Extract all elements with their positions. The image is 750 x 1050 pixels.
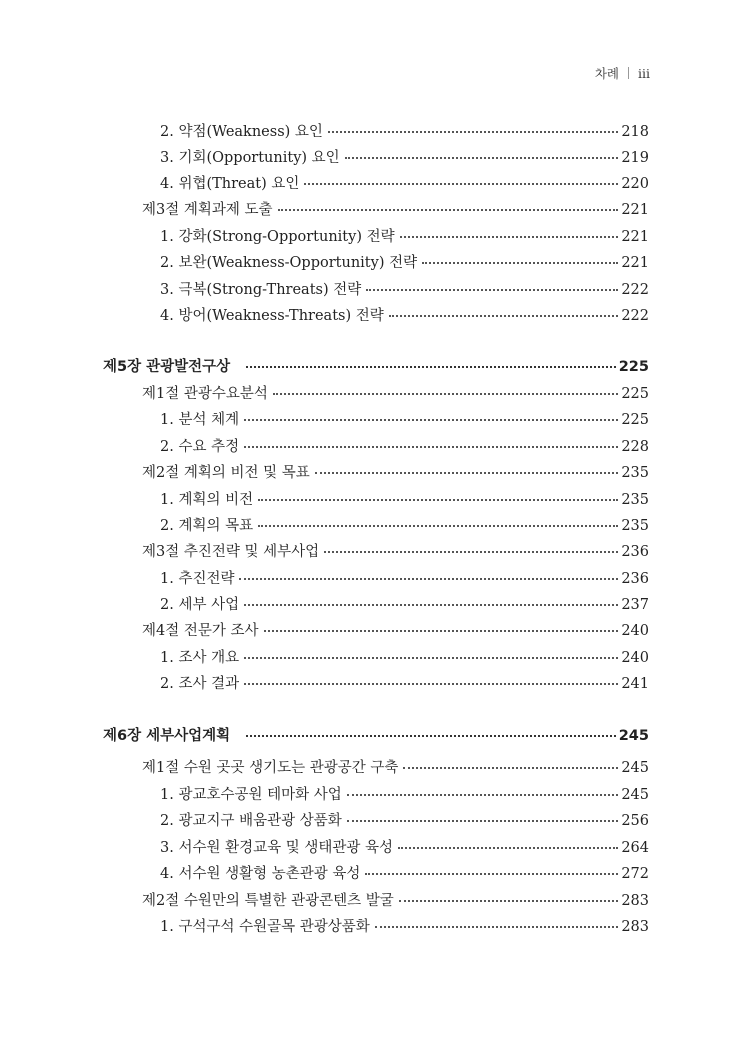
toc-entry-label: 2. 보완(Weakness-Opportunity) 전략 (160, 255, 418, 271)
toc-leader-dots (400, 235, 619, 238)
toc-entry-label: 제2절 계획의 비전 및 목표 (142, 465, 310, 481)
running-head-divider (628, 67, 629, 79)
toc-entry-page-number: 235 (621, 518, 649, 534)
toc-leader-dots (244, 418, 618, 421)
toc-entry-label: 1. 광교호수공원 테마화 사업 (160, 787, 342, 803)
toc-section-entry (142, 461, 649, 483)
toc-subsection-entry (160, 278, 649, 300)
toc-entry-page-number: 225 (621, 386, 649, 402)
toc-leader-dots (244, 656, 618, 659)
toc-leader-dots (398, 846, 618, 849)
toc-entry-label: 1. 추진전략 (160, 571, 235, 587)
toc-entry-page-number: 235 (621, 492, 649, 508)
toc-leader-dots (347, 793, 619, 796)
toc-subsection-entry (160, 514, 649, 536)
toc-leader-dots (315, 471, 619, 474)
toc-entry-label: 제1절 수원 곳곳 생기도는 관광공간 구축 (142, 760, 399, 776)
running-head-section: 차례 (594, 66, 619, 81)
toc-leader-dots (328, 130, 618, 133)
toc-leader-dots (403, 766, 618, 769)
toc-subsection-entry (160, 783, 649, 805)
toc-entry-label: 2. 계획의 목표 (160, 518, 254, 534)
toc-subsection-entry (160, 646, 649, 668)
toc-entry-label: 1. 강화(Strong-Opportunity) 전략 (160, 229, 395, 245)
toc-leader-dots (258, 498, 618, 501)
toc-section-entry (142, 382, 649, 404)
toc-entry-page-number: 236 (621, 571, 649, 587)
toc-leader-dots (244, 682, 618, 685)
toc-entry-page-number: 264 (621, 840, 649, 856)
running-head-page-number: iii (638, 65, 650, 81)
toc-subsection-entry (160, 488, 649, 510)
toc-entry-page-number: 245 (621, 787, 649, 803)
toc-leader-dots (246, 365, 616, 368)
toc-entry-page-number: 272 (621, 866, 649, 882)
toc-entry-label: 제3절 계획과제 도출 (142, 202, 273, 218)
toc-subsection-entry (160, 862, 649, 884)
toc-leader-dots (375, 925, 619, 928)
toc-entry-page-number: 241 (621, 676, 649, 692)
toc-entry-label: 제6장 세부사업계획 (103, 728, 231, 744)
toc-leader-dots (399, 899, 619, 902)
toc-leader-dots (278, 208, 619, 211)
toc-entry-page-number: 218 (621, 124, 649, 140)
toc-entry-page-number: 240 (621, 650, 649, 666)
toc-entry-page-number: 245 (618, 728, 649, 744)
toc-subsection-entry (160, 408, 649, 430)
toc-entry-page-number: 225 (618, 359, 649, 375)
toc-entry-label: 1. 구석구석 수원골목 관광상품화 (160, 919, 370, 935)
toc-subsection-entry (160, 672, 649, 694)
toc-entry-label: 2. 수요 추정 (160, 439, 240, 455)
toc-leader-dots (422, 261, 618, 264)
toc-entry-page-number: 283 (621, 893, 649, 909)
toc-entry-page-number: 245 (621, 760, 649, 776)
toc-entry-label: 2. 조사 결과 (160, 676, 240, 692)
toc-entry-page-number: 221 (621, 229, 649, 245)
toc-entry-label: 4. 방어(Weakness-Threats) 전략 (160, 308, 384, 324)
toc-subsection-entry (160, 225, 649, 247)
toc-chapter-entry (103, 724, 649, 746)
toc-leader-dots (244, 445, 618, 448)
toc-entry-label: 제5장 관광발전구상 (103, 359, 231, 375)
toc-entry-page-number: 219 (621, 150, 649, 166)
toc-subsection-entry (160, 120, 649, 142)
toc-entry-label: 3. 기회(Opportunity) 요인 (160, 150, 340, 166)
toc-entry-page-number: 222 (621, 308, 649, 324)
toc-entry-label: 3. 극복(Strong-Threats) 전략 (160, 282, 362, 298)
toc-subsection-entry (160, 146, 649, 168)
toc-entry-page-number: 237 (621, 597, 649, 613)
toc-leader-dots (258, 524, 618, 527)
toc-leader-dots (273, 392, 618, 395)
toc-chapter-entry (103, 355, 649, 377)
toc-subsection-entry (160, 593, 649, 615)
toc-leader-dots (324, 550, 618, 553)
toc-entry-label: 4. 서수원 생활형 농촌관광 육성 (160, 866, 361, 882)
toc-entry-page-number: 235 (621, 465, 649, 481)
toc-entry-page-number: 220 (621, 176, 649, 192)
toc-entry-page-number: 222 (621, 282, 649, 298)
toc-section-entry (142, 619, 649, 641)
toc-leader-dots (345, 156, 619, 159)
toc-entry-page-number: 236 (621, 544, 649, 560)
toc-entry-label: 2. 세부 사업 (160, 597, 240, 613)
toc-subsection-entry (160, 836, 649, 858)
toc-entry-label: 제3절 추진전략 및 세부사업 (142, 544, 320, 560)
toc-entry-page-number: 228 (621, 439, 649, 455)
toc-subsection-entry (160, 172, 649, 194)
toc-subsection-entry (160, 915, 649, 937)
toc-entry-label: 3. 서수원 환경교육 및 생태관광 육성 (160, 840, 393, 856)
toc-subsection-entry (160, 251, 649, 273)
toc-subsection-entry (160, 567, 649, 589)
toc-entry-label: 1. 분석 체계 (160, 412, 240, 428)
toc-entry-label: 2. 약점(Weakness) 요인 (160, 124, 323, 140)
toc-entry-label: 1. 조사 개요 (160, 650, 240, 666)
toc-subsection-entry (160, 809, 649, 831)
toc-leader-dots (304, 182, 618, 185)
toc-leader-dots (246, 734, 616, 737)
toc-leader-dots (264, 629, 619, 632)
toc-leader-dots (244, 603, 618, 606)
toc-entry-label: 제1절 관광수요분석 (142, 386, 268, 402)
toc-leader-dots (365, 872, 618, 875)
toc-subsection-entry (160, 435, 649, 457)
toc-leader-dots (366, 288, 618, 291)
toc-leader-dots (347, 819, 619, 822)
toc-subsection-entry (160, 304, 649, 326)
toc-section-entry (142, 540, 649, 562)
toc-entry-label: 1. 계획의 비전 (160, 492, 254, 508)
toc-entry-page-number: 225 (621, 412, 649, 428)
toc-entry-page-number: 221 (621, 202, 649, 218)
toc-section-entry (142, 889, 649, 911)
toc-entry-label: 2. 광교지구 배움관광 상품화 (160, 813, 342, 829)
toc-entry-page-number: 283 (621, 919, 649, 935)
toc-entry-page-number: 256 (621, 813, 649, 829)
toc-entry-label: 4. 위협(Threat) 요인 (160, 176, 300, 192)
toc-leader-dots (389, 314, 619, 317)
running-head (595, 64, 650, 82)
toc-entry-label: 제2절 수원만의 특별한 관광콘텐츠 발굴 (142, 893, 394, 909)
toc-entry-page-number: 240 (621, 623, 649, 639)
toc-section-entry (142, 756, 649, 778)
toc-leader-dots (239, 577, 618, 580)
toc-section-entry (142, 198, 649, 220)
toc-entry-page-number: 221 (621, 255, 649, 271)
toc-entry-label: 제4절 전문가 조사 (142, 623, 259, 639)
